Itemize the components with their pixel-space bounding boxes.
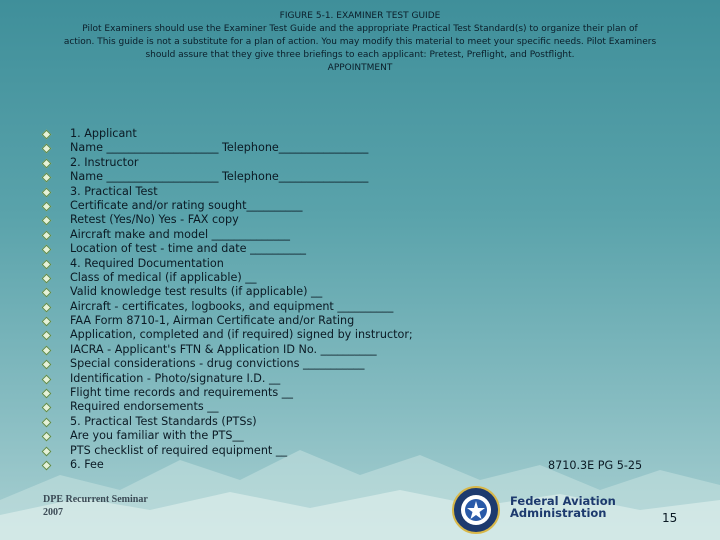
diamond-bullet-icon (42, 273, 52, 283)
diamond-bullet-icon (42, 461, 52, 471)
list-item: Flight time records and requirements __ (40, 386, 680, 400)
list-item: 5. Practical Test Standards (PTSs) (40, 415, 680, 429)
faa-seal-icon (452, 486, 500, 534)
seminar-title: DPE Recurrent Seminar (43, 494, 148, 505)
list-item: Required endorsements __ (40, 400, 680, 414)
diamond-bullet-icon (42, 374, 52, 384)
list-item: 1. Applicant (40, 127, 680, 141)
header-text-line: Pilot Examiners should use the Examiner Test Guide and the appropriate Practical Test Standard(s) to organize their plan of (82, 24, 638, 34)
diamond-bullet-icon (42, 202, 52, 212)
list-item: 6. Fee (40, 458, 680, 472)
list-item: Certificate and/or rating sought__________ (40, 199, 680, 213)
slide-header (40, 10, 680, 75)
diamond-bullet-icon (42, 403, 52, 413)
list-item: Class of medical (if applicable) __ (40, 271, 680, 285)
diamond-bullet-icon (42, 432, 52, 442)
list-item: Valid knowledge test results (if applicable) __ (40, 285, 680, 299)
list-item: Name ____________________ Telephone________________ (40, 141, 680, 155)
diamond-bullet-icon (42, 187, 52, 197)
list-item: 2. Instructor (40, 156, 680, 170)
agency-name (510, 495, 616, 519)
diamond-bullet-icon (42, 158, 52, 168)
document-reference: 8710.3E PG 5-25 (548, 459, 643, 472)
diamond-bullet-icon (42, 259, 52, 269)
list-item: 4. Required Documentation (40, 257, 680, 271)
seminar-year: 2007 (43, 507, 63, 518)
diamond-bullet-icon (42, 144, 52, 154)
diamond-bullet-icon (42, 230, 52, 240)
diamond-bullet-icon (42, 317, 52, 327)
list-item: Application, completed and (if required) signed by instructor; (40, 328, 680, 342)
list-item: Identification - Photo/signature I.D. __ (40, 372, 680, 386)
list-item: Location of test - time and date __________ (40, 242, 680, 256)
diamond-bullet-icon (42, 130, 52, 140)
diamond-bullet-icon (42, 417, 52, 427)
list-item: IACRA - Applicant's FTN & Application ID No. __________ (40, 343, 680, 357)
diamond-bullet-icon (42, 288, 52, 298)
diamond-bullet-icon (42, 302, 52, 312)
list-item: PTS checklist of required equipment __ (40, 444, 680, 458)
list-item: Name ____________________ Telephone________________ (40, 170, 680, 184)
header-text-line: action. This guide is not a substitute for a plan of action. You may modify this material to meet your specific needs. Pilot Examiners (63, 37, 657, 47)
page-number: 15 (662, 511, 678, 525)
diamond-bullet-icon (42, 389, 52, 399)
list-item: Special considerations - drug convictions ___________ (40, 357, 680, 371)
diamond-bullet-icon (42, 331, 52, 341)
figure-title: FIGURE 5-1. EXAMINER TEST GUIDE (279, 11, 441, 21)
diamond-bullet-icon (42, 345, 52, 355)
diamond-bullet-icon (42, 446, 52, 456)
list-item: Retest (Yes/No) Yes - FAX copy (40, 213, 680, 227)
diamond-bullet-icon (42, 360, 52, 370)
list-item: Aircraft - certificates, logbooks, and equipment __________ (40, 300, 680, 314)
agency-name-line: Administration (510, 506, 607, 520)
list-item: 3. Practical Test (40, 185, 680, 199)
diamond-bullet-icon (42, 216, 52, 226)
section-title: APPOINTMENT (327, 63, 393, 73)
list-item: FAA Form 8710-1, Airman Certificate and/or Rating (40, 314, 680, 328)
list-item: Are you familiar with the PTS__ (40, 429, 680, 443)
checklist (40, 127, 680, 472)
header-text-line: should assure that they give three briefings to each applicant: Pretest, Preflight, and Postflight. (145, 50, 575, 60)
diamond-bullet-icon (42, 173, 52, 183)
diamond-bullet-icon (42, 245, 52, 255)
list-item: Aircraft make and model ______________ (40, 228, 680, 242)
agency-name-line: Federal Aviation (510, 494, 616, 508)
seminar-label (43, 493, 148, 519)
